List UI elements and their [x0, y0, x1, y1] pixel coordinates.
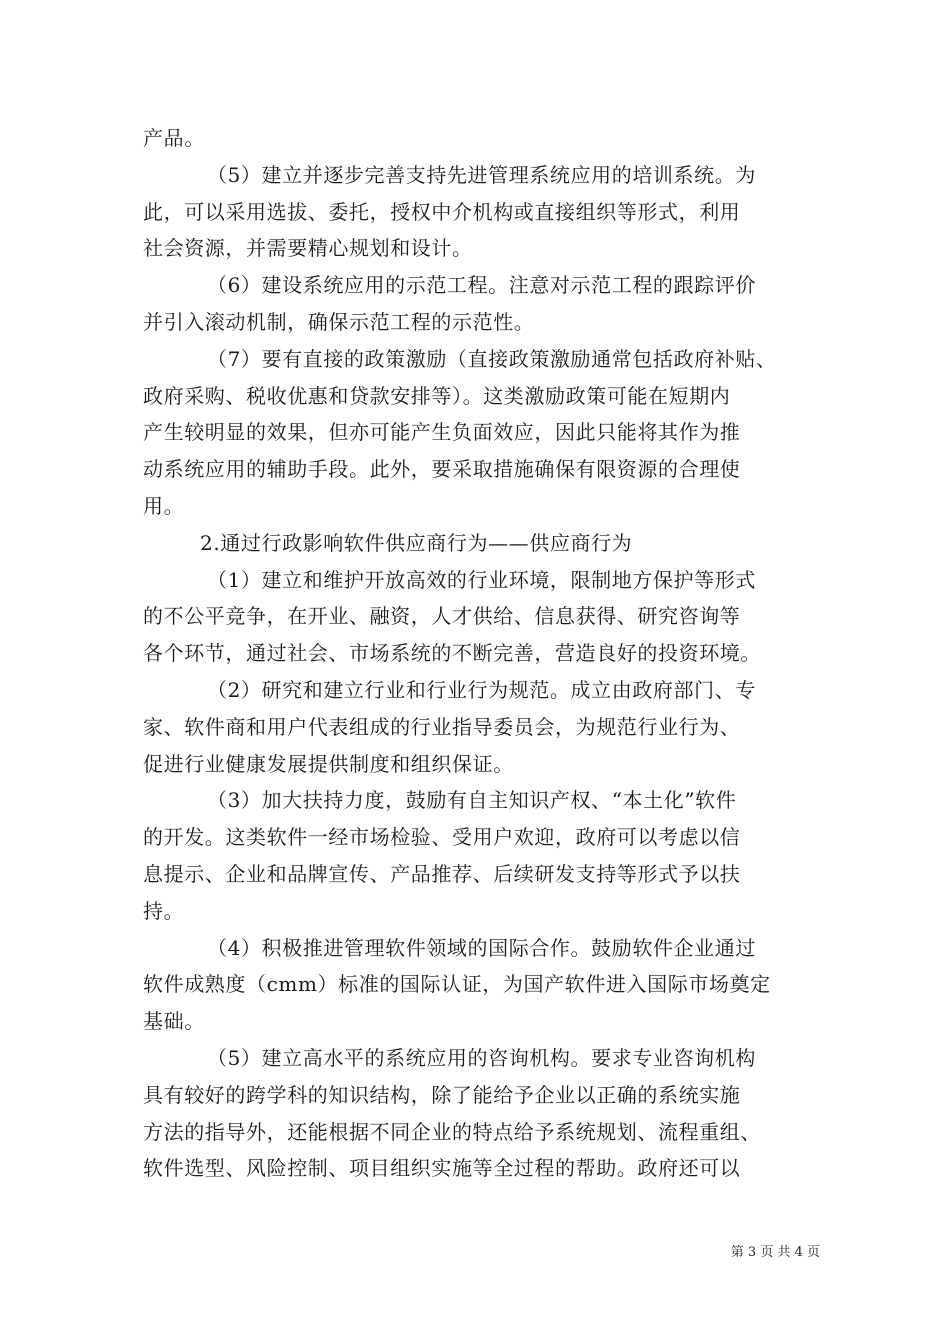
- text-line: 此，可以采用选拔、委托，授权中介机构或直接组织等形式，利用: [143, 199, 741, 224]
- section-heading: 2.通过行政影响软件供应商行为——供应商行为: [200, 530, 633, 555]
- document-body: [143, 120, 807, 1187]
- text-line: （5）建立并逐步完善支持先进管理系统应用的培训系统。为: [207, 162, 756, 187]
- text-line: 方法的指导外，还能根据不同企业的特点给予系统规划、流程重组、: [143, 1119, 761, 1144]
- text-line: 各个环节，通过社会、市场系统的不断完善，营造良好的投资环境。: [143, 641, 761, 666]
- text-line: 社会资源，并需要精心规划和设计。: [143, 236, 473, 261]
- text-line: 动系统应用的辅助手段。此外，要采取措施确保有限资源的合理使: [143, 457, 741, 482]
- text-line: 基础。: [143, 1009, 205, 1034]
- text-line: （4）积极推进管理软件领域的国际合作。鼓励软件企业通过: [207, 935, 756, 960]
- text-line: （3）加大扶持力度，鼓励有自主知识产权、“本土化”软件: [207, 788, 737, 813]
- text-line: 的不公平竞争，在开业、融资，人才供给、信息获得、研究咨询等: [143, 604, 741, 629]
- text-line: 软件成熟度（cmm）标准的国际认证，为国产软件进入国际市场奠定: [143, 972, 771, 997]
- text-line: 息提示、企业和品牌宣传、产品推荐、后续研发支持等形式予以扶: [143, 861, 741, 886]
- text-line: 产品。: [143, 126, 205, 150]
- text-line: （7）要有直接的政策激励（直接政策激励通常包括政府补贴、: [207, 346, 777, 371]
- text-line: 持。: [143, 898, 185, 923]
- text-line: 家、软件商和用户代表组成的行业指导委员会，为规范行业行为、: [143, 714, 741, 739]
- text-line: （5）建立高水平的系统应用的咨询机构。要求专业咨询机构: [207, 1045, 756, 1070]
- text-line: 产生较明显的效果，但亦可能产生负面效应，因此只能将其作为推: [143, 420, 741, 445]
- text-line: 用。: [143, 493, 185, 518]
- page-number-footer: 第 3 页 共 4 页: [730, 1245, 820, 1260]
- text-line: 的开发。这类软件一经市场检验、受用户欢迎，政府可以考虑以信: [143, 825, 741, 850]
- text-line: 政府采购、税收优惠和贷款安排等）。这类激励政策可能在短期内: [143, 383, 731, 408]
- text-line: 促进行业健康发展提供制度和组织保证。: [143, 751, 514, 776]
- text-line: 具有较好的跨学科的知识结构，除了能给予企业以正确的系统实施: [143, 1082, 741, 1107]
- text-line: （6）建设系统应用的示范工程。注意对示范工程的跟踪评价: [207, 273, 756, 298]
- text-line: （2）研究和建立行业和行业行为规范。成立由政府部门、专: [207, 677, 756, 702]
- text-line: 软件选型、风险控制、项目组织实施等全过程的帮助。政府还可以: [143, 1156, 741, 1181]
- text-line: 并引入滚动机制，确保示范工程的示范性。: [143, 309, 535, 334]
- text-line: （1）建立和维护开放高效的行业环境，限制地方保护等形式: [207, 567, 756, 592]
